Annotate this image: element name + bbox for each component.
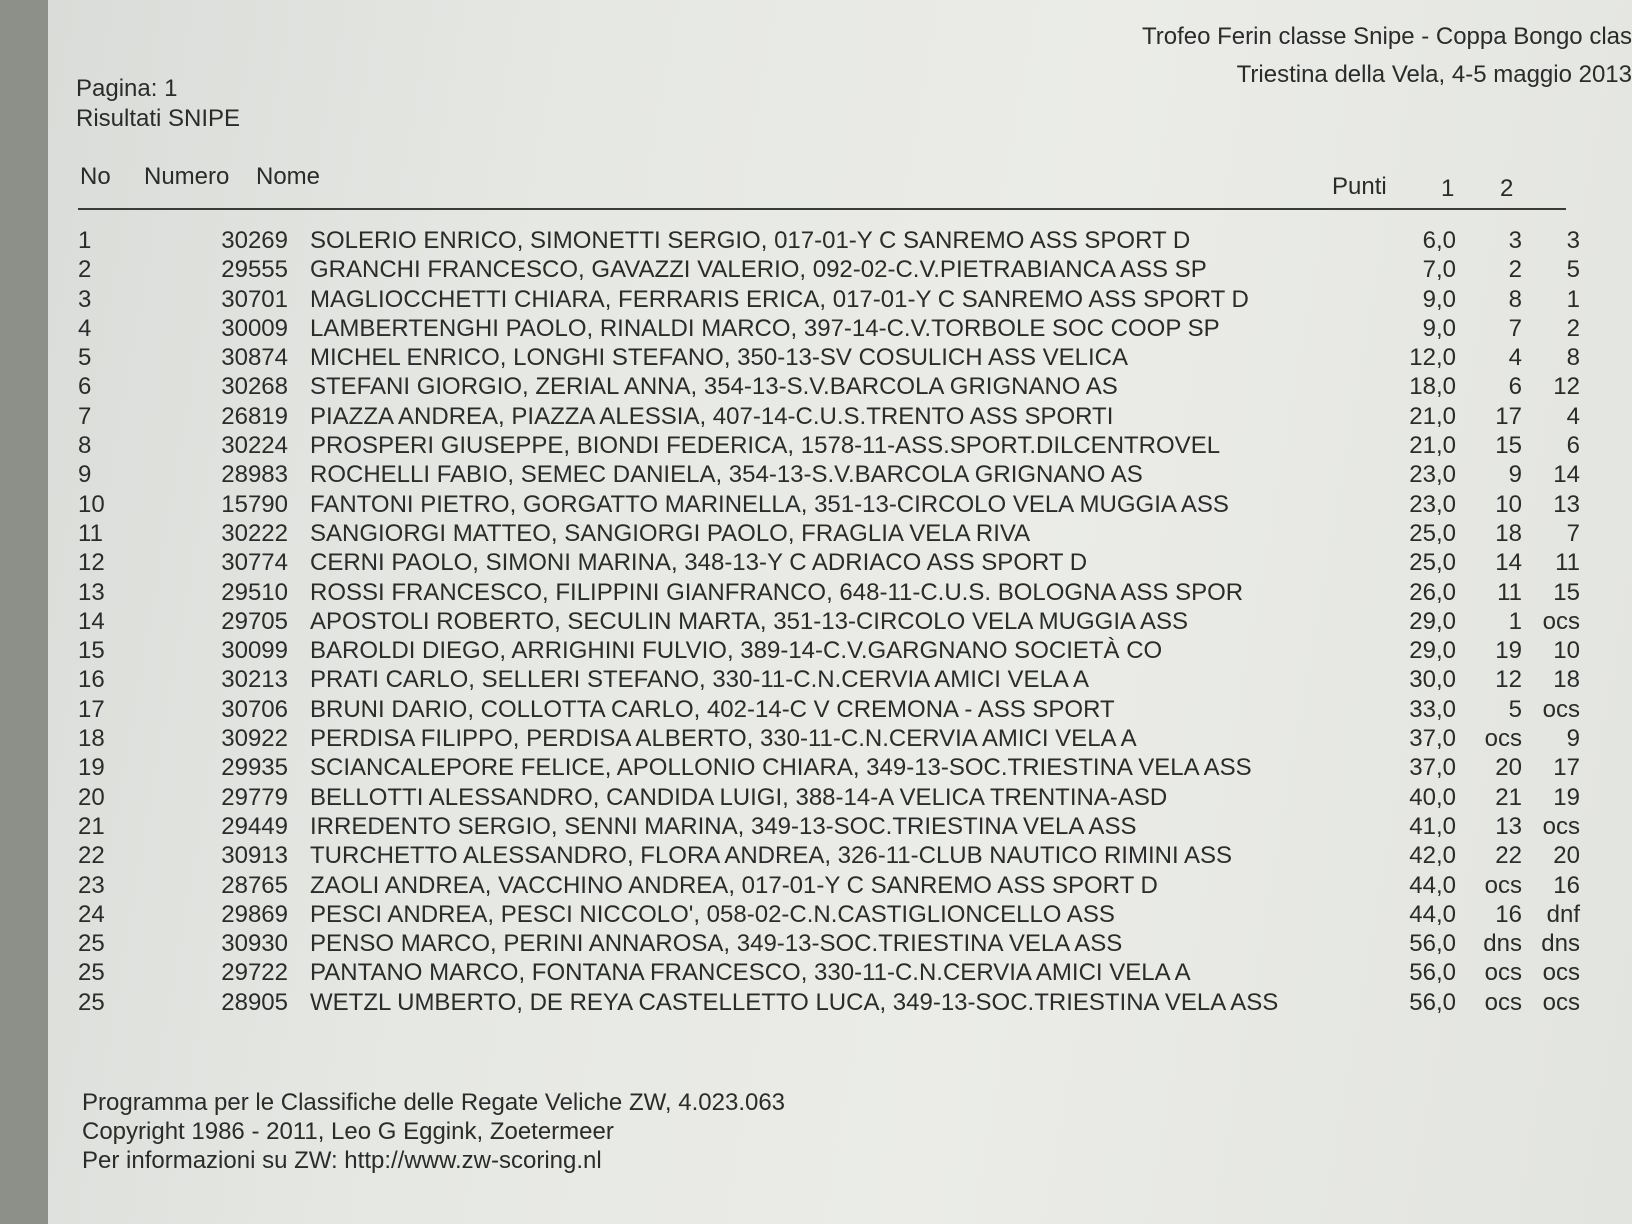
row-rank: 13: [78, 578, 105, 606]
row-crew-club: PERDISA FILIPPO, PERDISA ALBERTO, 330-11-C.N.CERVIA AMICI VELA A: [310, 725, 1137, 753]
row-race-2: 1: [1566, 285, 1580, 313]
table-row: [48, 900, 1632, 929]
row-crew-club: PROSPERI GIUSEPPE, BIONDI FEDERICA, 1578-11-ASS.SPORT.DILCENTROVEL: [310, 432, 1221, 460]
row-crew-club: LAMBERTENGHI PAOLO, RINALDI MARCO, 397-14-C.V.TORBOLE SOC COOP SP: [310, 314, 1220, 342]
column-header-no: No: [80, 163, 111, 190]
row-points: 33,0: [1409, 695, 1456, 723]
row-sail-number: 29705: [221, 607, 288, 635]
row-crew-club: WETZL UMBERTO, DE REYA CASTELLETTO LUCA, 349-13-SOC.TRIESTINA VELA ASS: [310, 988, 1279, 1016]
row-rank: 6: [78, 373, 92, 401]
row-race-2: 12: [1553, 373, 1580, 401]
row-sail-number: 29869: [221, 900, 288, 928]
event-venue: Triestina della Vela, 4-5 maggio 2013: [1236, 61, 1632, 88]
row-points: 12,0: [1409, 344, 1456, 372]
row-sail-number: 30774: [221, 549, 288, 577]
row-sail-number: 29935: [221, 754, 288, 782]
section-title: Risultati SNIPE: [76, 105, 241, 132]
row-sail-number: 30269: [221, 227, 288, 254]
row-points: 18,0: [1409, 373, 1456, 401]
row-points: 56,0: [1409, 930, 1456, 958]
row-race-2: 5: [1566, 256, 1580, 284]
row-points: 42,0: [1409, 842, 1456, 870]
row-crew-club: APOSTOLI ROBERTO, SECULIN MARTA, 351-13-CIRCOLO VELA MUGGIA ASS: [310, 607, 1189, 635]
table-row: [48, 226, 1632, 255]
row-race-2: 8: [1566, 344, 1580, 372]
row-rank: 25: [78, 930, 105, 958]
table-row: [48, 958, 1632, 987]
row-race-2: 18: [1553, 666, 1580, 694]
row-race-1: 6: [1508, 373, 1522, 401]
row-sail-number: 26819: [221, 402, 288, 430]
row-race-2: 14: [1553, 461, 1580, 489]
row-race-1: ocs: [1484, 988, 1522, 1016]
table-row: [48, 665, 1632, 694]
table-row: [48, 490, 1632, 519]
row-race-1: 11: [1497, 578, 1522, 606]
row-points: 40,0: [1409, 783, 1456, 811]
row-points: 7,0: [1422, 256, 1456, 284]
row-rank: 7: [78, 402, 92, 430]
row-points: 23,0: [1409, 490, 1456, 518]
row-crew-club: BRUNI DARIO, COLLOTTA CARLO, 402-14-C V CREMONA - ASS SPORT: [310, 695, 1115, 723]
row-sail-number: 30268: [221, 373, 288, 401]
row-sail-number: 29722: [221, 959, 288, 987]
row-rank: 1: [78, 227, 92, 254]
row-points: 26,0: [1409, 578, 1456, 606]
row-sail-number: 30701: [221, 285, 288, 313]
row-race-2: 9: [1566, 725, 1580, 753]
event-header: [1142, 18, 1632, 94]
row-points: 56,0: [1409, 959, 1456, 987]
row-crew-club: BAROLDI DIEGO, ARRIGHINI FULVIO, 389-14-C.V.GARGNANO SOCIETÀ CO: [310, 637, 1163, 665]
row-crew-club: MAGLIOCCHETTI CHIARA, FERRARIS ERICA, 017-01-Y C SANREMO ASS SPORT D: [310, 285, 1249, 313]
row-race-2: ocs: [1542, 695, 1580, 723]
row-race-2: 3: [1566, 227, 1580, 254]
row-crew-club: STEFANI GIORGIO, ZERIAL ANNA, 354-13-S.V.BARCOLA GRIGNANO AS: [310, 373, 1118, 401]
row-sail-number: 30706: [221, 695, 288, 723]
column-header-numero: Numero: [144, 163, 230, 190]
row-crew-club: SANGIORGI MATTEO, SANGIORGI PAOLO, FRAGLIA VELA RIVA: [310, 519, 1031, 547]
row-crew-club: PIAZZA ANDREA, PIAZZA ALESSIA, 407-14-C.U.S.TRENTO ASS SPORTI: [310, 402, 1114, 430]
table-row: [48, 519, 1632, 548]
row-race-1: 3: [1508, 227, 1522, 254]
row-race-1: 4: [1508, 344, 1522, 372]
row-sail-number: 28765: [221, 871, 288, 899]
row-race-2: 19: [1553, 783, 1580, 811]
row-points: 9,0: [1422, 314, 1456, 342]
row-crew-club: SCIANCALEPORE FELICE, APOLLONIO CHIARA, 349-13-SOC.TRIESTINA VELA ASS: [310, 754, 1252, 782]
row-points: 23,0: [1409, 461, 1456, 489]
row-crew-club: ZAOLI ANDREA, VACCHINO ANDREA, 017-01-Y C SANREMO ASS SPORT D: [310, 871, 1158, 899]
footer-program-line: Programma per le Classifiche delle Regate Veliche ZW, 4.023.063: [82, 1089, 786, 1116]
row-crew-club: PESCI ANDREA, PESCI NICCOLO', 058-02-C.N.CASTIGLIONCELLO ASS: [310, 900, 1115, 928]
row-rank: 5: [78, 344, 92, 372]
row-race-1: 1: [1508, 607, 1522, 635]
row-sail-number: 28905: [221, 988, 288, 1016]
row-rank: 22: [78, 842, 105, 870]
row-sail-number: 28983: [221, 461, 288, 489]
row-race-1: 10: [1495, 490, 1522, 518]
row-race-2: 2: [1566, 314, 1580, 342]
column-header-race-1: 1: [1441, 175, 1455, 202]
row-points: 37,0: [1409, 725, 1456, 753]
row-points: 30,0: [1409, 666, 1456, 694]
row-rank: 19: [78, 754, 105, 782]
event-title: Trofeo Ferin classe Snipe - Coppa Bongo clas: [1141, 23, 1632, 50]
row-points: 44,0: [1409, 900, 1456, 928]
row-sail-number: 30913: [221, 842, 288, 870]
row-rank: 4: [78, 314, 92, 342]
row-race-1: dns: [1483, 930, 1522, 958]
row-race-2: 16: [1553, 871, 1580, 899]
row-points: 21,0: [1409, 432, 1456, 460]
row-crew-club: ROSSI FRANCESCO, FILIPPINI GIANFRANCO, 648-11-C.U.S. BOLOGNA ASS SPOR: [310, 578, 1244, 606]
row-race-2: dns: [1541, 930, 1580, 958]
row-points: 44,0: [1409, 871, 1456, 899]
row-rank: 24: [78, 900, 105, 928]
row-race-1: 16: [1495, 900, 1522, 928]
row-crew-club: ROCHELLI FABIO, SEMEC DANIELA, 354-13-S.V.BARCOLA GRIGNANO AS: [310, 461, 1143, 489]
page-header: [76, 74, 240, 134]
row-sail-number: 30224: [221, 432, 288, 460]
table-row: [48, 402, 1632, 431]
row-race-1: 7: [1508, 314, 1522, 342]
row-crew-club: IRREDENTO SERGIO, SENNI MARINA, 349-13-SOC.TRIESTINA VELA ASS: [310, 812, 1137, 840]
row-sail-number: 30222: [221, 519, 288, 547]
row-points: 25,0: [1409, 549, 1456, 577]
table-row: [48, 343, 1632, 372]
table-row: [48, 724, 1632, 753]
row-rank: 2: [78, 256, 92, 284]
row-crew-club: PRATI CARLO, SELLERI STEFANO, 330-11-C.N.CERVIA AMICI VELA A: [310, 666, 1089, 694]
row-race-1: ocs: [1484, 871, 1522, 899]
row-points: 6,0: [1422, 227, 1456, 254]
row-rank: 10: [78, 490, 105, 518]
row-points: 29,0: [1409, 607, 1456, 635]
table-row: [48, 988, 1632, 1017]
row-race-1: 14: [1495, 549, 1522, 577]
row-race-2: 11: [1555, 549, 1580, 577]
row-race-1: 20: [1495, 754, 1522, 782]
table-row: [48, 255, 1632, 284]
row-rank: 14: [78, 607, 105, 635]
row-crew-club: TURCHETTO ALESSANDRO, FLORA ANDREA, 326-11-CLUB NAUTICO RIMINI ASS: [310, 842, 1232, 870]
table-row: [48, 929, 1632, 958]
row-sail-number: 15790: [221, 490, 288, 518]
row-race-2: 6: [1566, 432, 1580, 460]
row-points: 41,0: [1409, 812, 1456, 840]
row-race-1: 17: [1495, 402, 1522, 430]
row-race-1: ocs: [1484, 959, 1522, 987]
table-row: [48, 314, 1632, 343]
row-points: 21,0: [1409, 402, 1456, 430]
row-race-2: dnf: [1546, 900, 1580, 928]
row-rank: 16: [78, 666, 105, 694]
table-row: [48, 460, 1632, 489]
row-race-1: 2: [1508, 256, 1522, 284]
row-race-1: 22: [1495, 842, 1522, 870]
table-row: [48, 578, 1632, 607]
column-header-nome: Nome: [256, 163, 321, 190]
header-divider: [78, 208, 1566, 210]
results-table: [48, 226, 1632, 1017]
table-row: [48, 285, 1632, 314]
row-race-2: ocs: [1542, 812, 1580, 840]
row-crew-club: PANTANO MARCO, FONTANA FRANCESCO, 330-11-C.N.CERVIA AMICI VELA A: [310, 959, 1191, 987]
row-points: 9,0: [1422, 285, 1456, 313]
row-race-2: ocs: [1542, 607, 1580, 635]
results-sheet: [48, 0, 1632, 1224]
row-race-1: 13: [1495, 812, 1522, 840]
row-race-1: 18: [1495, 519, 1522, 547]
row-points: 37,0: [1409, 754, 1456, 782]
table-row: [48, 607, 1632, 636]
row-race-2: 10: [1553, 637, 1580, 665]
row-rank: 21: [78, 812, 105, 840]
footer-info-line: Per informazioni su ZW: http://www.zw-scoring.nl: [82, 1147, 602, 1174]
row-race-2: 15: [1553, 578, 1580, 606]
row-rank: 8: [78, 432, 92, 460]
row-race-1: 12: [1495, 666, 1522, 694]
row-race-2: 17: [1553, 754, 1580, 782]
table-row: [48, 753, 1632, 782]
row-points: 25,0: [1409, 519, 1456, 547]
row-rank: 3: [78, 285, 92, 313]
table-row: [48, 841, 1632, 870]
column-header-punti: Punti: [1332, 173, 1387, 200]
software-footer: [82, 1088, 785, 1175]
row-race-1: ocs: [1484, 725, 1522, 753]
row-crew-club: GRANCHI FRANCESCO, GAVAZZI VALERIO, 092-02-C.V.PIETRABIANCA ASS SP: [310, 256, 1207, 284]
footer-copyright-line: Copyright 1986 - 2011, Leo G Eggink, Zoetermeer: [82, 1118, 614, 1145]
row-rank: 9: [78, 461, 92, 489]
row-race-2: ocs: [1542, 959, 1580, 987]
row-crew-club: PENSO MARCO, PERINI ANNAROSA, 349-13-SOC.TRIESTINA VELA ASS: [310, 930, 1123, 958]
row-race-1: 19: [1495, 637, 1522, 665]
row-rank: 23: [78, 871, 105, 899]
row-crew-club: CERNI PAOLO, SIMONI MARINA, 348-13-Y C ADRIACO ASS SPORT D: [310, 549, 1088, 577]
row-sail-number: 30009: [221, 314, 288, 342]
table-row: [48, 871, 1632, 900]
table-row: [48, 812, 1632, 841]
table-row: [48, 783, 1632, 812]
row-rank: 12: [78, 549, 105, 577]
row-sail-number: 29555: [221, 256, 288, 284]
table-row: [48, 431, 1632, 460]
row-race-2: ocs: [1542, 988, 1580, 1016]
row-crew-club: BELLOTTI ALESSANDRO, CANDIDA LUIGI, 388-14-A VELICA TRENTINA-ASD: [310, 783, 1168, 811]
column-header-race-2: 2: [1500, 175, 1514, 202]
row-sail-number: 30874: [221, 344, 288, 372]
row-rank: 20: [78, 783, 105, 811]
row-rank: 15: [78, 637, 105, 665]
row-rank: 25: [78, 988, 105, 1016]
row-race-2: 4: [1566, 402, 1580, 430]
row-race-1: 5: [1508, 695, 1522, 723]
row-rank: 17: [78, 695, 105, 723]
row-rank: 25: [78, 959, 105, 987]
row-race-2: 13: [1553, 490, 1580, 518]
row-race-2: 20: [1553, 842, 1580, 870]
row-sail-number: 30922: [221, 725, 288, 753]
row-crew-club: MICHEL ENRICO, LONGHI STEFANO, 350-13-SV COSULICH ASS VELICA: [310, 344, 1129, 372]
page-number: Pagina: 1: [76, 75, 178, 102]
row-sail-number: 30213: [221, 666, 288, 694]
row-points: 29,0: [1409, 637, 1456, 665]
row-sail-number: 29779: [221, 783, 288, 811]
row-race-1: 8: [1508, 285, 1522, 313]
row-crew-club: SOLERIO ENRICO, SIMONETTI SERGIO, 017-01-Y C SANREMO ASS SPORT D: [310, 227, 1191, 254]
row-race-1: 21: [1495, 783, 1522, 811]
row-race-1: 15: [1495, 432, 1522, 460]
row-rank: 11: [78, 519, 103, 547]
row-race-1: 9: [1508, 461, 1522, 489]
row-sail-number: 29510: [221, 578, 288, 606]
row-rank: 18: [78, 725, 105, 753]
row-sail-number: 29449: [221, 812, 288, 840]
row-sail-number: 30930: [221, 930, 288, 958]
table-row: [48, 695, 1632, 724]
table-row: [48, 636, 1632, 665]
row-race-2: 7: [1566, 519, 1580, 547]
row-points: 56,0: [1409, 988, 1456, 1016]
row-crew-club: FANTONI PIETRO, GORGATTO MARINELLA, 351-13-CIRCOLO VELA MUGGIA ASS: [310, 490, 1229, 518]
table-row: [48, 372, 1632, 401]
table-row: [48, 548, 1632, 577]
row-sail-number: 30099: [221, 637, 288, 665]
